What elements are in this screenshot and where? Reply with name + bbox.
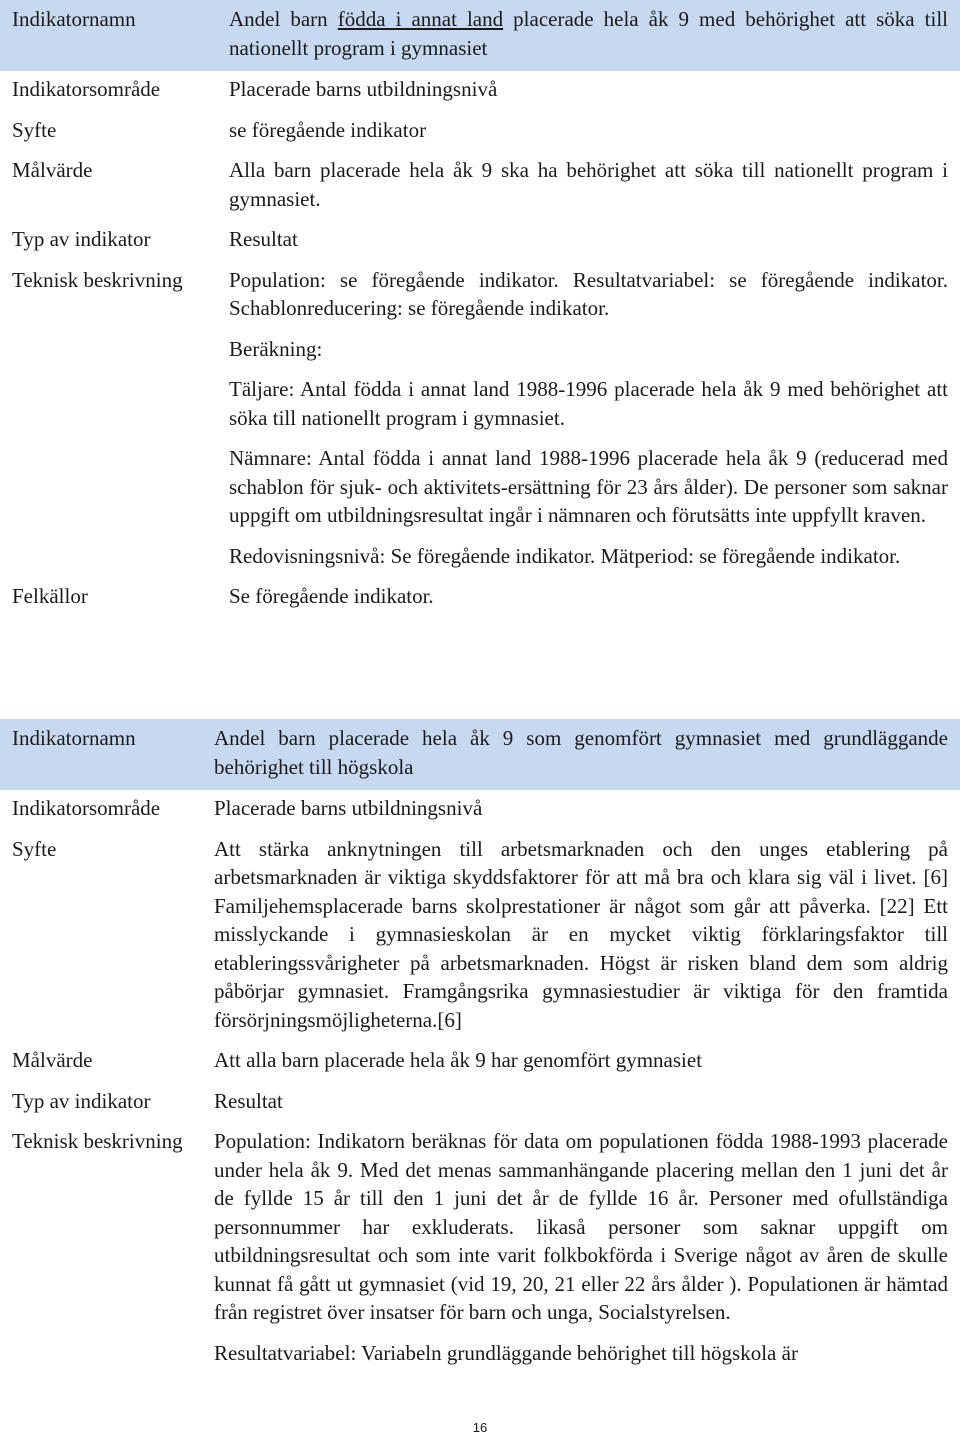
row-indicator-type <box>0 1075 960 1116</box>
indicator-name-post: placerade hela åk 9 med behörighet att söka till nationellt program i gymnasiet <box>229 7 948 60</box>
value-purpose: Att stärka anknytningen till arbetsmarknaden och den unges etablering på arbetsmarknaden är viktiga skyddsfaktorer för att må bra och klara sig väl i livet. [6] Familjehemsplacerade barns skolprestationer är något som går att påverka. [22] Ett misslyckande i gymnasieskolan är en mycket viktig förklaringsfaktor till etableringssvårigheter på arbetsmarknaden. Högst är risken bland dem som aldrig påbörjar gymnasiet. Framgångsrika gymnasiestudier är viktiga för den framtida försörjningsmöjligheterna.[6] <box>214 836 948 1032</box>
technical-paragraph: Redovisningsnivå: Se föregående indikator. Mätperiod: se föregående indikator. <box>229 543 901 568</box>
row-technical-description <box>0 254 960 571</box>
technical-paragraph: Beräkning: <box>229 336 323 361</box>
indicator-table-1 <box>0 0 960 611</box>
value-target: Alla barn placerade hela åk 9 ska ha behörighet att söka till nationellt program i gymnasiet. <box>229 158 948 211</box>
label-indicator-name: Indikatornamn <box>12 726 136 750</box>
value-indicator-type: Resultat <box>214 1088 283 1113</box>
value-indicator-name <box>229 5 960 62</box>
indicator-name-pre: Andel barn <box>229 7 338 31</box>
value-purpose: se föregående indikator <box>229 117 427 142</box>
row-technical-description <box>0 1115 960 1367</box>
technical-paragraph: Nämnare: Antal födda i annat land 1988-1996 placerade hela åk 9 (reducerad med schablon för sjuk- och aktivitets-ersättning för 23 års ålder). De personer som saknar uppgift om utbildningsresultat ingår i nämnaren och förutsätts inte uppfyllt kraven. <box>229 446 948 527</box>
value-indicator-name: Andel barn placerade hela åk 9 som genomfört gymnasiet med grundläggande behörighet till högskola <box>214 726 948 779</box>
page-number: 16 <box>472 1420 488 1435</box>
label-indicator-type: Typ av indikator <box>12 1088 151 1113</box>
technical-paragraph: Täljare: Antal födda i annat land 1988-1996 placerade hela åk 9 med behörighet att söka till nationellt program i gymnasiet. <box>229 377 948 430</box>
value-target: Att alla barn placerade hela åk 9 har genomfört gymnasiet <box>214 1048 703 1072</box>
label-target: Målvärde <box>12 158 93 182</box>
row-purpose <box>0 823 960 1035</box>
value-technical-description <box>229 266 960 571</box>
row-indicator-area <box>0 790 960 823</box>
label-target: Målvärde <box>12 1048 93 1072</box>
label-error-sources: Felkällor <box>12 584 88 608</box>
indicator-table-2 <box>0 719 960 1367</box>
row-indicator-type <box>0 213 960 254</box>
value-indicator-area: Placerade barns utbildningsnivå <box>214 796 483 820</box>
value-indicator-type: Resultat <box>229 227 298 251</box>
row-indicator-name <box>0 0 960 71</box>
technical-paragraph: Resultatvariabel: Variabeln grundläggande behörighet till högskola är <box>214 1340 798 1365</box>
label-indicator-area: Indikatorsområde <box>12 796 161 820</box>
row-indicator-name <box>0 719 960 790</box>
technical-paragraph: Population: se föregående indikator. Resultatvariabel: se föregående indikator. Schablonreducering: se föregående indikator. <box>229 267 948 320</box>
label-technical-description: Teknisk beskrivning <box>12 1129 183 1153</box>
value-technical-description <box>214 1127 960 1367</box>
indicator-name-underlined: födda i annat land <box>337 7 504 31</box>
technical-paragraph: Population: Indikatorn beräknas för data om populationen födda 1988-1993 placerade under hela åk 9. Med det menas sammanhängande placering mellan den 1 juni det år de fyllde 15 år till den 1 juni det år de fyllde 16 år. Personer med ofullständiga personnummer har exkluderats. likaså personer som saknar uppgift om utbildningsresultat och som inte varit folkbokförda i Sverige något av åren de skulle kunnat få gått ut gymnasiet (vid 19, 20, 21 eller 22 års ålder ). Populationen är hämtad från registret över insatser för barn och unga, Socialstyrelsen. <box>214 1129 948 1324</box>
label-purpose: Syfte <box>12 117 57 142</box>
row-error-sources <box>0 570 960 611</box>
label-technical-description: Teknisk beskrivning <box>12 267 183 292</box>
row-purpose <box>0 104 960 145</box>
value-error-sources: Se föregående indikator. <box>229 584 434 608</box>
row-target <box>0 144 960 213</box>
label-indicator-name: Indikatornamn <box>12 7 136 31</box>
label-indicator-area: Indikatorsområde <box>12 77 161 101</box>
label-purpose: Syfte <box>12 836 57 861</box>
row-indicator-area <box>0 71 960 104</box>
label-indicator-type: Typ av indikator <box>12 227 151 251</box>
value-indicator-area: Placerade barns utbildningsnivå <box>229 77 498 101</box>
row-target <box>0 1034 960 1075</box>
